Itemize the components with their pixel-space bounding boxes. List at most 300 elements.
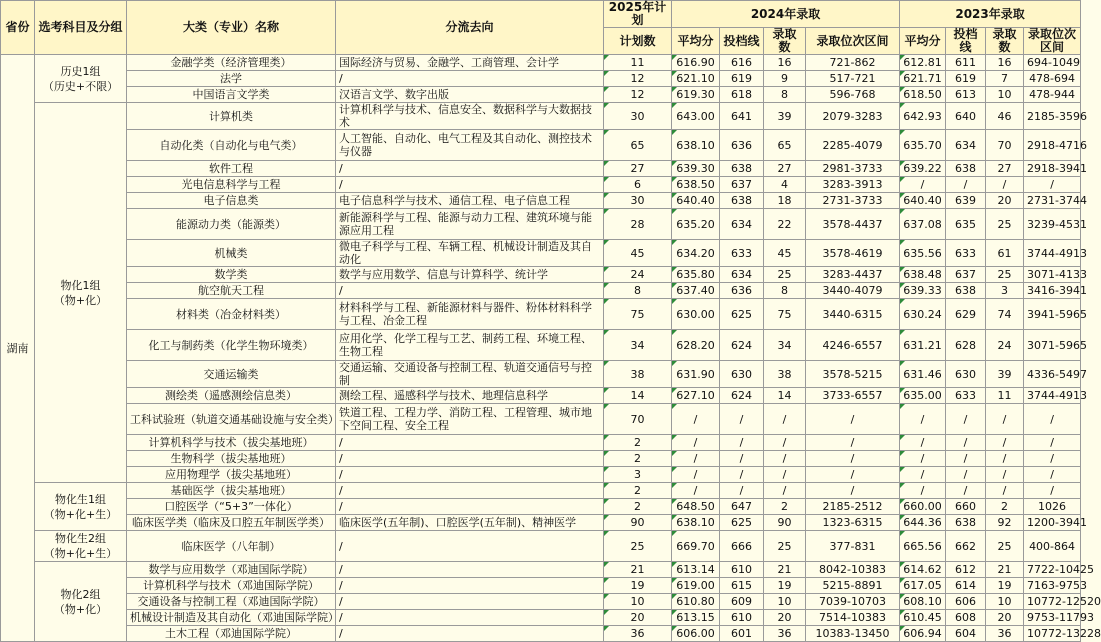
plan-count-cell: 12 [604, 71, 672, 87]
table-row [1, 130, 1081, 161]
avg-2023-cell: 621.71 [900, 71, 946, 87]
avg-2024-cell: 638.10 [672, 515, 720, 531]
admitted-2023-cell: 20 [986, 610, 1024, 626]
avg-2023-cell: / [900, 404, 946, 435]
header-province: 省份 [1, 1, 35, 55]
avg-2023-cell: 606.94 [900, 626, 946, 642]
rank-2023-cell: 478-944 [1024, 87, 1081, 103]
avg-2024-cell: 669.70 [672, 531, 720, 562]
rank-2023-cell: 10772-12520 [1024, 594, 1081, 610]
table-row [1, 467, 1081, 483]
plan-count-cell: 70 [604, 404, 672, 435]
destination-cell: / [336, 283, 604, 299]
admitted-2024-cell: 75 [764, 299, 806, 330]
avg-2024-cell: 631.90 [672, 361, 720, 388]
destination-cell: 新能源科学与工程、能源与动力工程、建筑环境与能源应用工程 [336, 209, 604, 240]
line-2024-cell: 625 [720, 299, 764, 330]
admitted-2023-cell: 25 [986, 531, 1024, 562]
destination-cell: / [336, 578, 604, 594]
destination-cell: / [336, 467, 604, 483]
line-2024-cell: 638 [720, 161, 764, 177]
major-name-cell: 计算机类 [127, 103, 336, 130]
header-major: 大类（专业）名称 [127, 1, 336, 55]
rank-2024-cell: 377-831 [806, 531, 900, 562]
table-row [1, 451, 1081, 467]
admitted-2023-cell: 74 [986, 299, 1024, 330]
admitted-2023-cell: / [986, 177, 1024, 193]
line-2023-cell: 606 [946, 594, 986, 610]
admitted-2024-cell: 14 [764, 388, 806, 404]
avg-2023-cell: / [900, 467, 946, 483]
rank-2023-cell: 1200-3941 [1024, 515, 1081, 531]
rank-2023-cell: 9753-11793 [1024, 610, 1081, 626]
plan-count-cell: 2 [604, 499, 672, 515]
line-2024-cell: / [720, 467, 764, 483]
table-row [1, 299, 1081, 330]
destination-cell: / [336, 562, 604, 578]
rank-2024-cell: 3440-4079 [806, 283, 900, 299]
avg-2023-cell: 642.93 [900, 103, 946, 130]
major-name-cell: 生物科学（拔尖基地班） [127, 451, 336, 467]
avg-2024-cell: 648.50 [672, 499, 720, 515]
table-row [1, 578, 1081, 594]
rank-2023-cell: 2185-3596 [1024, 103, 1081, 130]
line-2023-cell: 611 [946, 55, 986, 71]
table-row [1, 388, 1081, 404]
line-2023-cell: 629 [946, 299, 986, 330]
avg-2024-cell: 613.15 [672, 610, 720, 626]
admitted-2024-cell: 25 [764, 531, 806, 562]
avg-2023-cell: 640.40 [900, 193, 946, 209]
plan-count-cell: 38 [604, 361, 672, 388]
rank-2023-cell: 2731-3744 [1024, 193, 1081, 209]
rank-2024-cell: 721-862 [806, 55, 900, 71]
avg-2023-cell: 638.48 [900, 267, 946, 283]
admitted-2023-cell: 46 [986, 103, 1024, 130]
table-row [1, 404, 1081, 435]
admitted-2024-cell: 21 [764, 562, 806, 578]
avg-2024-cell: 637.40 [672, 283, 720, 299]
destination-cell: 临床医学(五年制)、口腔医学(五年制)、精神医学 [336, 515, 604, 531]
table-row [1, 483, 1081, 499]
rank-2023-cell: / [1024, 435, 1081, 451]
rank-2023-cell: 694-1049 [1024, 55, 1081, 71]
table-row [1, 177, 1081, 193]
admitted-2023-cell: / [986, 435, 1024, 451]
line-2024-cell: 636 [720, 130, 764, 161]
avg-2023-cell: / [900, 451, 946, 467]
major-name-cell: 交通设备与控制工程（邓迪国际学院） [127, 594, 336, 610]
table-row [1, 161, 1081, 177]
table-row [1, 330, 1081, 361]
destination-cell: / [336, 626, 604, 642]
line-2023-cell: / [946, 451, 986, 467]
line-2023-cell: / [946, 467, 986, 483]
destination-cell: 铁道工程、工程力学、消防工程、工程管理、城市地下空间工程、安全工程 [336, 404, 604, 435]
table-row [1, 103, 1081, 130]
plan-count-cell: 14 [604, 388, 672, 404]
destination-cell: / [336, 71, 604, 87]
admitted-2023-cell: 92 [986, 515, 1024, 531]
line-2023-cell: 633 [946, 240, 986, 267]
destination-cell: 数学与应用数学、信息与计算科学、统计学 [336, 267, 604, 283]
avg-2023-cell: 635.00 [900, 388, 946, 404]
avg-2023-cell: 639.33 [900, 283, 946, 299]
major-name-cell: 电子信息类 [127, 193, 336, 209]
plan-count-cell: 45 [604, 240, 672, 267]
admitted-2024-cell: 36 [764, 626, 806, 642]
rank-2023-cell: 3071-4133 [1024, 267, 1081, 283]
avg-2024-cell: 635.80 [672, 267, 720, 283]
avg-2023-cell: / [900, 483, 946, 499]
admitted-2024-cell: 10 [764, 594, 806, 610]
rank-2024-cell: 2285-4079 [806, 130, 900, 161]
major-name-cell: 临床医学（八年制） [127, 531, 336, 562]
subject-group-cell: 历史1组 （历史+不限） [35, 55, 127, 103]
major-name-cell: 数学与应用数学（邓迪国际学院） [127, 562, 336, 578]
major-name-cell: 应用物理学（拔尖基地班） [127, 467, 336, 483]
line-2023-cell: 637 [946, 267, 986, 283]
major-name-cell: 数学类 [127, 267, 336, 283]
line-2023-cell: / [946, 404, 986, 435]
rank-2023-cell: 478-694 [1024, 71, 1081, 87]
admitted-2023-cell: / [986, 467, 1024, 483]
header-admission-2023: 2023年录取 [900, 1, 1081, 28]
admitted-2023-cell: 2 [986, 499, 1024, 515]
rank-2023-cell: 3744-4913 [1024, 388, 1081, 404]
avg-2024-cell: 627.10 [672, 388, 720, 404]
rank-2024-cell: 10383-13450 [806, 626, 900, 642]
admitted-2024-cell: 27 [764, 161, 806, 177]
avg-2024-cell: / [672, 483, 720, 499]
rank-2023-cell: 2918-4716 [1024, 130, 1081, 161]
destination-cell: 电子信息科学与技术、通信工程、电子信息工程 [336, 193, 604, 209]
rank-2023-cell: / [1024, 451, 1081, 467]
table-row [1, 71, 1081, 87]
line-2024-cell: 641 [720, 103, 764, 130]
plan-count-cell: 2 [604, 451, 672, 467]
avg-2023-cell: 644.36 [900, 515, 946, 531]
line-2024-cell: 630 [720, 361, 764, 388]
plan-count-cell: 2 [604, 483, 672, 499]
table-row [1, 626, 1081, 642]
destination-cell: / [336, 594, 604, 610]
major-name-cell: 计算机科学与技术（拔尖基地班） [127, 435, 336, 451]
destination-cell: / [336, 177, 604, 193]
destination-cell: / [336, 531, 604, 562]
rank-2024-cell: 3578-4437 [806, 209, 900, 240]
avg-2024-cell: 621.10 [672, 71, 720, 87]
major-name-cell: 计算机科学与技术（邓迪国际学院） [127, 578, 336, 594]
table-row [1, 209, 1081, 240]
avg-2023-cell: 660.00 [900, 499, 946, 515]
line-2024-cell: 610 [720, 610, 764, 626]
destination-cell: 应用化学、化学工程与工艺、制药工程、环境工程、生物工程 [336, 330, 604, 361]
line-2023-cell: / [946, 483, 986, 499]
major-name-cell: 工科试验班（轨道交通基础设施与安全类） [127, 404, 336, 435]
avg-2024-cell: / [672, 451, 720, 467]
rank-2024-cell: 2731-3733 [806, 193, 900, 209]
admitted-2023-cell: / [986, 483, 1024, 499]
table-row [1, 240, 1081, 267]
avg-2024-cell: 616.90 [672, 55, 720, 71]
header-rank-2023: 录取位次区间 [1024, 28, 1081, 55]
rank-2024-cell: 3283-4437 [806, 267, 900, 283]
admitted-2023-cell: / [986, 404, 1024, 435]
plan-count-cell: 25 [604, 531, 672, 562]
line-2023-cell: 639 [946, 193, 986, 209]
admitted-2023-cell: 24 [986, 330, 1024, 361]
rank-2023-cell: 10772-13228 [1024, 626, 1081, 642]
line-2023-cell: / [946, 177, 986, 193]
admitted-2024-cell: 25 [764, 267, 806, 283]
admitted-2023-cell: 39 [986, 361, 1024, 388]
line-2024-cell: 624 [720, 330, 764, 361]
line-2024-cell: / [720, 404, 764, 435]
rank-2023-cell: / [1024, 467, 1081, 483]
avg-2023-cell: / [900, 435, 946, 451]
rank-2023-cell: 7163-9753 [1024, 578, 1081, 594]
header-rank-2024: 录取位次区间 [806, 28, 900, 55]
avg-2023-cell: 610.45 [900, 610, 946, 626]
rank-2024-cell: / [806, 435, 900, 451]
admitted-2023-cell: 11 [986, 388, 1024, 404]
admitted-2023-cell: 19 [986, 578, 1024, 594]
table-row [1, 531, 1081, 562]
line-2024-cell: 616 [720, 55, 764, 71]
rank-2024-cell: 8042-10383 [806, 562, 900, 578]
admitted-2023-cell: 25 [986, 209, 1024, 240]
destination-cell: 人工智能、自动化、电气工程及其自动化、测控技术与仪器 [336, 130, 604, 161]
line-2023-cell: 638 [946, 283, 986, 299]
line-2023-cell: 619 [946, 71, 986, 87]
rank-2023-cell: 3416-3941 [1024, 283, 1081, 299]
avg-2024-cell: 640.40 [672, 193, 720, 209]
rank-2024-cell: 7514-10383 [806, 610, 900, 626]
plan-count-cell: 3 [604, 467, 672, 483]
destination-cell: 材料科学与工程、新能源材料与器件、粉体材料科学与工程、冶金工程 [336, 299, 604, 330]
admitted-2024-cell: / [764, 435, 806, 451]
admitted-2023-cell: 21 [986, 562, 1024, 578]
avg-2023-cell: 635.56 [900, 240, 946, 267]
avg-2023-cell: 631.21 [900, 330, 946, 361]
major-name-cell: 金融学类（经济管理类） [127, 55, 336, 71]
avg-2023-cell: 635.70 [900, 130, 946, 161]
table-row [1, 267, 1081, 283]
rank-2024-cell: 3578-5215 [806, 361, 900, 388]
admitted-2024-cell: 90 [764, 515, 806, 531]
avg-2024-cell: 619.00 [672, 578, 720, 594]
rank-2024-cell: 7039-10703 [806, 594, 900, 610]
header-subject-group: 选考科目及分组 [35, 1, 127, 55]
line-2024-cell: 618 [720, 87, 764, 103]
rank-2024-cell: 517-721 [806, 71, 900, 87]
admitted-2024-cell: 9 [764, 71, 806, 87]
admitted-2024-cell: 20 [764, 610, 806, 626]
line-2023-cell: / [946, 435, 986, 451]
avg-2024-cell: 639.30 [672, 161, 720, 177]
header-avg-2023: 平均分 [900, 28, 946, 55]
avg-2023-cell: / [900, 177, 946, 193]
destination-cell: 计算机科学与技术、信息安全、数据科学与大数据技术 [336, 103, 604, 130]
admitted-2023-cell: 16 [986, 55, 1024, 71]
line-2023-cell: 635 [946, 209, 986, 240]
destination-cell: / [336, 610, 604, 626]
admitted-2024-cell: / [764, 451, 806, 467]
rank-2024-cell: 2079-3283 [806, 103, 900, 130]
avg-2024-cell: 628.20 [672, 330, 720, 361]
avg-2023-cell: 639.22 [900, 161, 946, 177]
line-2023-cell: 633 [946, 388, 986, 404]
admitted-2024-cell: 2 [764, 499, 806, 515]
line-2024-cell: 666 [720, 531, 764, 562]
admitted-2024-cell: 18 [764, 193, 806, 209]
line-2023-cell: 630 [946, 361, 986, 388]
plan-count-cell: 75 [604, 299, 672, 330]
table-row [1, 283, 1081, 299]
plan-count-cell: 36 [604, 626, 672, 642]
destination-cell: 汉语言文学、数字出版 [336, 87, 604, 103]
admitted-2023-cell: 20 [986, 193, 1024, 209]
major-name-cell: 口腔医学（“5+3”一体化） [127, 499, 336, 515]
major-name-cell: 能源动力类（能源类） [127, 209, 336, 240]
table-row [1, 55, 1081, 71]
destination-cell: / [336, 499, 604, 515]
admitted-2024-cell: / [764, 483, 806, 499]
admitted-2023-cell: 70 [986, 130, 1024, 161]
destination-cell: / [336, 435, 604, 451]
avg-2024-cell: / [672, 435, 720, 451]
avg-2023-cell: 665.56 [900, 531, 946, 562]
table-row [1, 562, 1081, 578]
rank-2024-cell: 2185-2512 [806, 499, 900, 515]
admitted-2023-cell: 36 [986, 626, 1024, 642]
line-2024-cell: 609 [720, 594, 764, 610]
avg-2024-cell: 634.20 [672, 240, 720, 267]
avg-2023-cell: 631.46 [900, 361, 946, 388]
header-admitted-2023: 录取数 [986, 28, 1024, 55]
rank-2023-cell: 7722-10425 [1024, 562, 1081, 578]
plan-count-cell: 12 [604, 87, 672, 103]
rank-2023-cell: 400-864 [1024, 531, 1081, 562]
avg-2023-cell: 608.10 [900, 594, 946, 610]
line-2024-cell: 601 [720, 626, 764, 642]
subject-group-cell: 物化1组 （物+化） [35, 103, 127, 483]
line-2023-cell: 612 [946, 562, 986, 578]
plan-count-cell: 27 [604, 161, 672, 177]
rank-2024-cell: 2981-3733 [806, 161, 900, 177]
line-2023-cell: 614 [946, 578, 986, 594]
line-2023-cell: 634 [946, 130, 986, 161]
avg-2023-cell: 618.50 [900, 87, 946, 103]
admitted-2024-cell: 16 [764, 55, 806, 71]
line-2024-cell: 633 [720, 240, 764, 267]
line-2023-cell: 660 [946, 499, 986, 515]
header-admission-2024: 2024年录取 [672, 1, 900, 28]
plan-count-cell: 20 [604, 610, 672, 626]
plan-count-cell: 21 [604, 562, 672, 578]
avg-2024-cell: 635.20 [672, 209, 720, 240]
avg-2023-cell: 617.05 [900, 578, 946, 594]
admitted-2023-cell: 3 [986, 283, 1024, 299]
line-2024-cell: 637 [720, 177, 764, 193]
admitted-2024-cell: 4 [764, 177, 806, 193]
major-name-cell: 化工与制药类（化学生物环境类） [127, 330, 336, 361]
rank-2024-cell: / [806, 404, 900, 435]
rank-2023-cell: / [1024, 177, 1081, 193]
rank-2024-cell: / [806, 483, 900, 499]
line-2024-cell: 634 [720, 209, 764, 240]
admitted-2023-cell: 7 [986, 71, 1024, 87]
rank-2023-cell: 3744-4913 [1024, 240, 1081, 267]
line-2023-cell: 640 [946, 103, 986, 130]
header-destination: 分流去向 [336, 1, 604, 55]
avg-2023-cell: 612.81 [900, 55, 946, 71]
admitted-2024-cell: / [764, 467, 806, 483]
table-row [1, 193, 1081, 209]
major-name-cell: 材料类（冶金材料类） [127, 299, 336, 330]
admitted-2023-cell: 61 [986, 240, 1024, 267]
rank-2023-cell: 2918-3941 [1024, 161, 1081, 177]
admitted-2024-cell: 8 [764, 87, 806, 103]
plan-count-cell: 28 [604, 209, 672, 240]
header-plan-2025: 2025年计划 [604, 1, 672, 28]
major-name-cell: 基础医学（拔尖基地班） [127, 483, 336, 499]
major-name-cell: 土木工程（邓迪国际学院） [127, 626, 336, 642]
destination-cell: / [336, 483, 604, 499]
rank-2023-cell: / [1024, 404, 1081, 435]
subject-group-cell: 物化生2组 （物+化+生） [35, 531, 127, 562]
avg-2023-cell: 614.62 [900, 562, 946, 578]
table-row [1, 515, 1081, 531]
plan-count-cell: 24 [604, 267, 672, 283]
avg-2024-cell: 638.10 [672, 130, 720, 161]
line-2023-cell: 628 [946, 330, 986, 361]
plan-count-cell: 30 [604, 193, 672, 209]
rank-2024-cell: 596-768 [806, 87, 900, 103]
plan-count-cell: 8 [604, 283, 672, 299]
rank-2024-cell: / [806, 467, 900, 483]
admitted-2024-cell: 34 [764, 330, 806, 361]
rank-2024-cell: 4246-6557 [806, 330, 900, 361]
header-line-2024: 投档线 [720, 28, 764, 55]
subject-group-cell: 物化生1组 （物+化+生） [35, 483, 127, 531]
avg-2024-cell: 619.30 [672, 87, 720, 103]
rank-2023-cell: 3941-5965 [1024, 299, 1081, 330]
major-name-cell: 临床医学类（临床及口腔五年制医学类） [127, 515, 336, 531]
table-row [1, 361, 1081, 388]
destination-cell: 国际经济与贸易、金融学、工商管理、会计学 [336, 55, 604, 71]
plan-count-cell: 19 [604, 578, 672, 594]
line-2024-cell: 634 [720, 267, 764, 283]
line-2024-cell: / [720, 451, 764, 467]
admitted-2023-cell: 10 [986, 87, 1024, 103]
plan-count-cell: 6 [604, 177, 672, 193]
line-2023-cell: 662 [946, 531, 986, 562]
avg-2024-cell: 610.80 [672, 594, 720, 610]
admitted-2024-cell: 38 [764, 361, 806, 388]
destination-cell: 测绘工程、遥感科学与技术、地理信息科学 [336, 388, 604, 404]
line-2024-cell: 619 [720, 71, 764, 87]
rank-2023-cell: 1026 [1024, 499, 1081, 515]
major-name-cell: 航空航天工程 [127, 283, 336, 299]
admitted-2023-cell: / [986, 451, 1024, 467]
rank-2024-cell: / [806, 451, 900, 467]
line-2024-cell: 647 [720, 499, 764, 515]
table-row [1, 610, 1081, 626]
plan-count-cell: 30 [604, 103, 672, 130]
major-name-cell: 机械设计制造及其自动化（邓迪国际学院） [127, 610, 336, 626]
